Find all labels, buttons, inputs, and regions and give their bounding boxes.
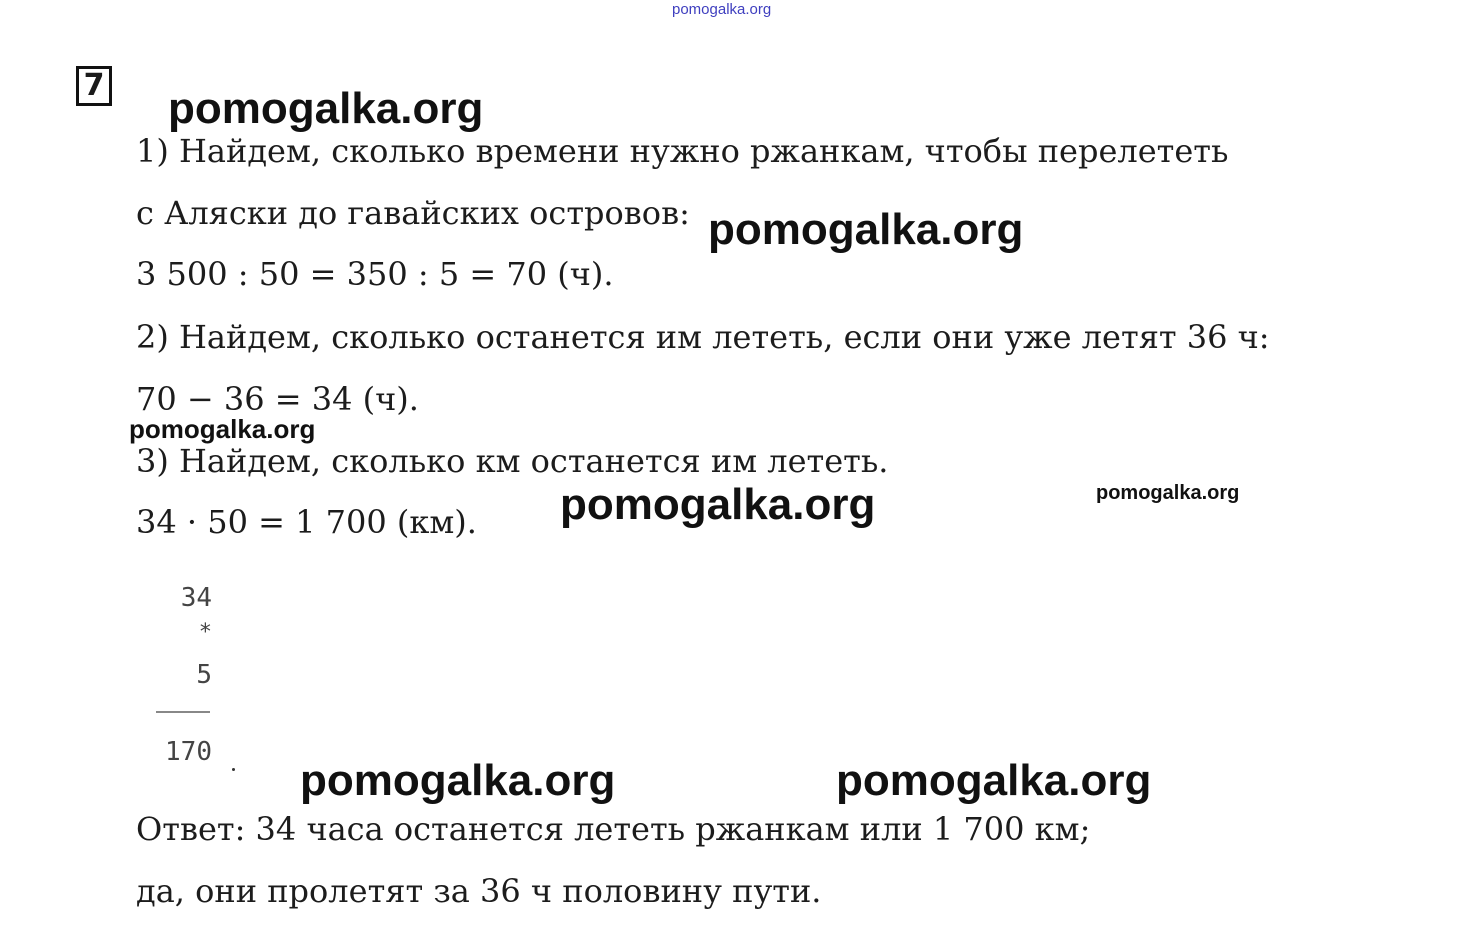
solution-line-5: 70 − 36 = 34 (ч).	[136, 380, 419, 418]
stray-dot	[232, 768, 235, 771]
column-calc-rule	[156, 711, 210, 713]
solution-line-3: 3 500 : 50 = 350 : 5 = 70 (ч).	[136, 255, 614, 293]
solution-line-7: 34 · 50 = 1 700 (км).	[136, 503, 477, 541]
site-link[interactable]: pomogalka.org	[672, 1, 772, 18]
watermark: pomogalka.org	[560, 480, 876, 529]
watermark: pomogalka.org	[168, 84, 484, 133]
solution-line-6: 3) Найдем, сколько км останется им лететь.	[136, 442, 889, 480]
watermark: pomogalka.org	[836, 756, 1152, 805]
problem-number: 7	[76, 66, 112, 106]
answer-line-2: да, они пролетят за 36 ч половину пути.	[136, 872, 822, 910]
watermark: pomogalka.org	[300, 756, 616, 805]
solution-line-4: 2) Найдем, сколько останется им лететь, если они уже летят 36 ч:	[136, 318, 1270, 356]
column-calc-result: 170	[165, 737, 212, 767]
column-calc-operator: *	[198, 620, 212, 645]
solution-line-2: с Аляски до гавайских островов:	[136, 194, 690, 232]
watermark: pomogalka.org	[129, 414, 316, 444]
column-calc-top: 34	[180, 583, 212, 613]
solution-line-1: 1) Найдем, сколько времени нужно ржанкам, чтобы перелететь	[136, 132, 1229, 170]
column-calc-bottom: 5	[196, 660, 212, 690]
answer-line-1: Ответ: 34 часа останется лететь ржанкам или 1 700 км;	[136, 810, 1091, 848]
watermark: pomogalka.org	[1096, 482, 1240, 504]
watermark: pomogalka.org	[708, 205, 1024, 254]
